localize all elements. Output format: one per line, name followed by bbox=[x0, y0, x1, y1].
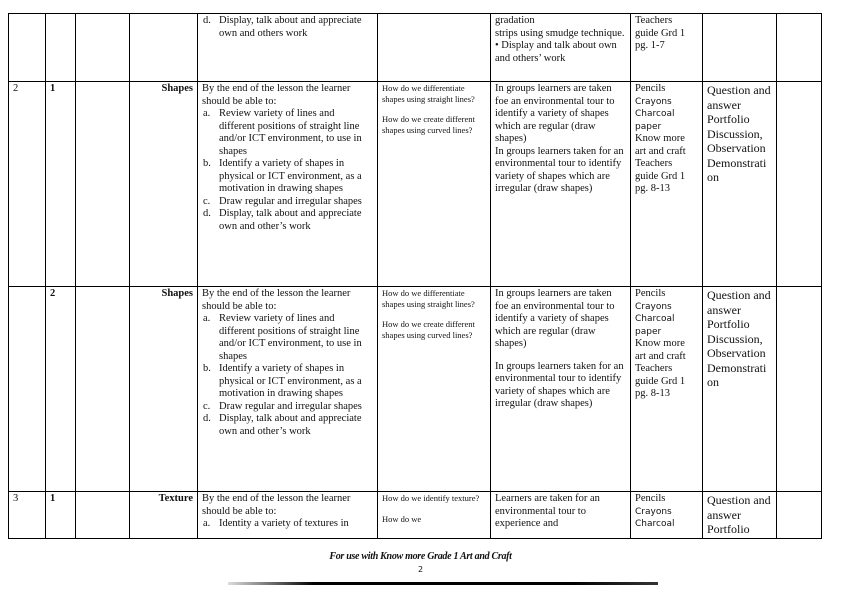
outcomes-cell bbox=[198, 287, 378, 492]
resource-item: Charcoal bbox=[635, 109, 675, 119]
resources-cell bbox=[631, 14, 703, 82]
learning-experience: In groups learners are taken foe an environmental tour to identify a variety of shapes which are regular (draw shapes) bbox=[495, 83, 615, 144]
footer-text: For use with Know more Grade 1 Art and Craft bbox=[329, 551, 512, 562]
resource-item: Pencils bbox=[635, 83, 666, 94]
learning-experience: In groups learners taken for an environmental tour to identify variety of shapes which are irregular (draw shapes) bbox=[495, 145, 624, 194]
outcome-marker: d. bbox=[203, 208, 211, 219]
learning-experience: gradation bbox=[495, 15, 535, 26]
key-question: How do we bbox=[382, 513, 422, 524]
resource-item: Pencils bbox=[635, 493, 666, 504]
outcome-marker: b. bbox=[203, 158, 211, 169]
resources-cell bbox=[631, 82, 703, 287]
assessment: Question and answer Portfolio Discussion, Observation Demonstrati on bbox=[707, 83, 771, 184]
assessment-cell bbox=[703, 287, 777, 492]
outcome-text: Review variety of lines and different positions of straight line and/or ICT environment, to use in shapes bbox=[219, 313, 362, 362]
outcome-text: Display, talk about and appreciate own and other’s work bbox=[219, 413, 362, 437]
sub-strand-cell bbox=[130, 492, 198, 539]
resource-item: Crayons bbox=[635, 96, 672, 107]
outcome-intro: By the end of the lesson the learner should be able to: bbox=[202, 288, 351, 312]
outcome-marker: d. bbox=[203, 15, 211, 26]
resource-item: Teachers guide Grd 1 pg. 1-7 bbox=[635, 15, 686, 51]
outcome-item bbox=[203, 313, 373, 363]
lesson-cell bbox=[46, 287, 76, 492]
resources-cell bbox=[631, 287, 703, 492]
key-question: How do we create different shapes using curved lines? bbox=[382, 114, 475, 135]
learning-experience: In groups learners taken for an environmental tour to identify variety of shapes which are irregular (draw shapes) bbox=[495, 360, 624, 409]
key-question: How do we differentiate shapes using straight lines? bbox=[382, 288, 475, 309]
key-question: How do we identify texture? bbox=[382, 493, 480, 503]
learning-experience: • Display and talk about own and others’ work bbox=[495, 40, 617, 64]
resource-item: Charcoal bbox=[635, 519, 675, 529]
resource-item: Pencils bbox=[635, 288, 666, 299]
outcome-marker: d. bbox=[203, 413, 211, 424]
outcome-text: Identify a variety of shapes in physical or ICT environment, as a motivation in drawing shapes bbox=[219, 363, 362, 399]
outcome-marker: a. bbox=[203, 108, 211, 119]
assessment-cell bbox=[703, 492, 777, 539]
page-number: 2 bbox=[417, 565, 424, 574]
assessment-cell bbox=[703, 14, 777, 82]
learning-experience: strips using smudge technique. bbox=[495, 27, 625, 39]
outcomes-cell bbox=[198, 82, 378, 287]
reflection-cell bbox=[777, 492, 822, 539]
outcome-text: Display, talk about and appreciate own and others work bbox=[219, 15, 362, 39]
sub-strand: Shapes bbox=[161, 83, 193, 94]
outcome-text: Review variety of lines and different positions of straight line and/or ICT environment, to use in shapes bbox=[219, 108, 362, 157]
learning-experiences-cell bbox=[491, 287, 631, 492]
assessment: Question and answer Portfolio bbox=[707, 493, 771, 536]
sub-strand-cell bbox=[130, 14, 198, 82]
assessment: Question and answer Portfolio Discussion, Observation Demonstrati on bbox=[707, 288, 771, 389]
week: 2 bbox=[13, 83, 19, 94]
outcomes-cell bbox=[198, 14, 378, 82]
outcome-marker: a. bbox=[203, 518, 211, 529]
outcome-marker: b. bbox=[203, 363, 211, 374]
outcome-item bbox=[203, 158, 373, 196]
resource-item: Crayons bbox=[635, 301, 672, 312]
outcome-item bbox=[203, 108, 373, 158]
outcome-intro: By the end of the lesson the learner should be able to: bbox=[202, 83, 351, 107]
lesson-cell bbox=[46, 82, 76, 287]
outcome-item bbox=[203, 15, 373, 40]
outcome-item bbox=[203, 400, 373, 414]
key-questions-cell bbox=[378, 287, 491, 492]
sub-strand-cell bbox=[130, 287, 198, 492]
outcome-item bbox=[203, 518, 373, 531]
resource-item: Know more art and craft Teachers guide Grd 1 pg. 8-13 bbox=[635, 338, 686, 399]
outcome-item bbox=[203, 363, 373, 401]
resource-item: paper bbox=[635, 121, 662, 132]
table-row bbox=[9, 82, 822, 287]
outcome-text: Identity a variety of textures in bbox=[219, 518, 349, 529]
reflection-cell bbox=[777, 287, 822, 492]
sub-strand: Shapes bbox=[161, 288, 193, 299]
assessment-cell bbox=[703, 82, 777, 287]
resource-item: paper bbox=[635, 326, 662, 337]
outcome-marker: a. bbox=[203, 313, 211, 324]
week: 3 bbox=[13, 493, 19, 504]
table-row bbox=[9, 14, 822, 82]
footer-rule bbox=[228, 582, 658, 585]
strand-cell bbox=[76, 492, 130, 539]
learning-experiences-cell bbox=[491, 492, 631, 539]
outcome-text: Identify a variety of shapes in physical or ICT environment, as a motivation in drawing shapes bbox=[219, 158, 362, 194]
reflection-cell bbox=[777, 14, 822, 82]
outcome-text: Draw regular and irregular shapes bbox=[219, 400, 362, 412]
learning-experience: Learners are taken for an environmental tour to experience and bbox=[495, 493, 600, 529]
lesson: 1 bbox=[50, 83, 56, 94]
resource-item: Crayons bbox=[635, 506, 672, 517]
strand-cell bbox=[76, 82, 130, 287]
key-questions-cell bbox=[378, 492, 491, 539]
outcome-text: Display, talk about and appreciate own and other’s work bbox=[219, 208, 362, 232]
lesson-cell bbox=[46, 14, 76, 82]
reflection-cell bbox=[777, 82, 822, 287]
resources-cell bbox=[631, 492, 703, 539]
outcome-marker: c. bbox=[203, 400, 211, 412]
lesson: 2 bbox=[50, 288, 56, 299]
learning-experiences-cell bbox=[491, 14, 631, 82]
week-cell bbox=[9, 492, 46, 539]
strand-cell bbox=[76, 287, 130, 492]
sub-strand: Texture bbox=[158, 493, 193, 504]
sub-strand-cell bbox=[130, 82, 198, 287]
week-cell bbox=[9, 82, 46, 287]
key-question: How do we differentiate shapes using straight lines? bbox=[382, 83, 475, 104]
outcome-text: Draw regular and irregular shapes bbox=[219, 195, 362, 207]
week-cell bbox=[9, 14, 46, 82]
outcome-item bbox=[203, 413, 373, 438]
table-row bbox=[9, 492, 822, 539]
lesson-cell bbox=[46, 492, 76, 539]
resource-item: Know more art and craft Teachers guide Grd 1 pg. 8-13 bbox=[635, 133, 686, 194]
strand-cell bbox=[76, 14, 130, 82]
outcome-intro: By the end of the lesson the learner should be able to: bbox=[202, 493, 351, 517]
outcomes-cell bbox=[198, 492, 378, 539]
key-questions-cell bbox=[378, 82, 491, 287]
learning-experiences-cell bbox=[491, 82, 631, 287]
lesson: 1 bbox=[50, 493, 56, 504]
key-questions-cell bbox=[378, 14, 491, 82]
outcome-item bbox=[203, 208, 373, 233]
resource-item: Charcoal bbox=[635, 314, 675, 324]
week-cell bbox=[9, 287, 46, 492]
key-question: How do we create different shapes using curved lines? bbox=[382, 319, 475, 340]
scheme-of-work-table bbox=[8, 13, 822, 539]
outcome-marker: c. bbox=[203, 195, 211, 207]
learning-experience: In groups learners are taken foe an environmental tour to identify a variety of shapes which are regular (draw shapes) bbox=[495, 288, 615, 349]
table-row bbox=[9, 287, 822, 492]
outcome-item bbox=[203, 195, 373, 209]
